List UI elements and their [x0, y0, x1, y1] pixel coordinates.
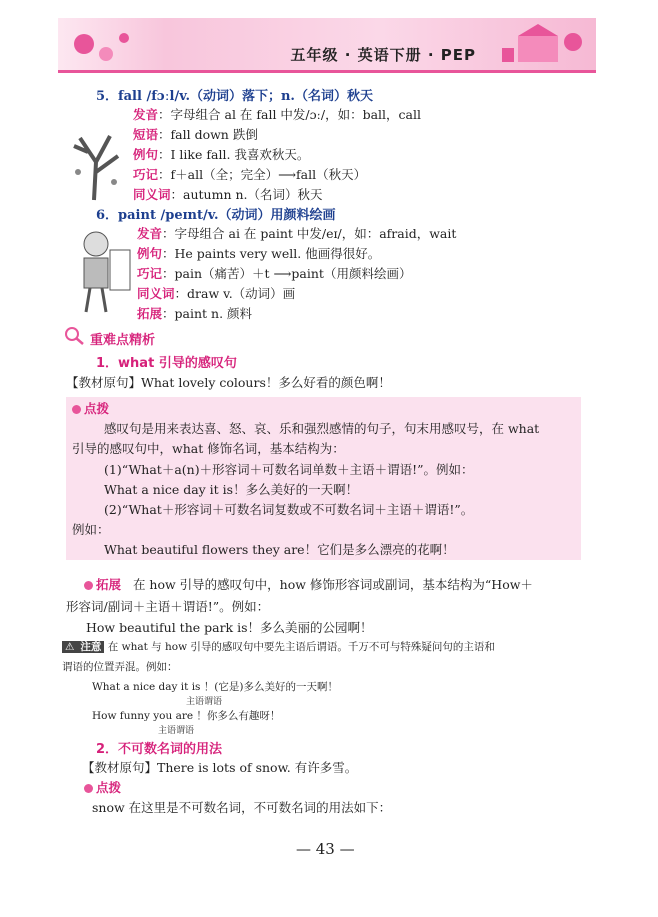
- note-text: 谓语的位置弄混。例如：: [62, 661, 178, 673]
- tip-text: 引导的感叹句中，what 修饰名词，基本结构为：: [72, 441, 345, 456]
- fall-synonym: 同义词：autumn n.（名词）秋天: [133, 187, 323, 202]
- paint-example: 例句：He paints very well. 他画得很好。: [137, 246, 381, 261]
- point2-tip-text: snow 在这里是不可数名词，不可数名词的用法如下：: [92, 800, 392, 815]
- point2-tip-label: 点拨: [84, 778, 121, 796]
- fall-memory: 巧记：f＋all（全；完全）⟶fall（秋天）: [133, 167, 367, 182]
- castle-decoration-icon: [498, 22, 590, 66]
- point1-extension: 拓展 在 how 引导的感叹句中，how 修饰形容词或副词，基本结构为“How＋: [84, 575, 533, 593]
- point1-tip-label: 点拨: [72, 399, 109, 417]
- extension-text: 形容词/副词＋主语＋谓语!”。例如：: [66, 599, 270, 614]
- extension-text: How beautiful the park is！多么美丽的公园啊！: [86, 620, 373, 635]
- section-title: 重难点精析: [90, 333, 156, 348]
- paint-synonym: 同义词：draw v.（动词）画: [137, 286, 296, 301]
- tip-text: What a nice day it is！多么美好的一天啊！: [104, 482, 359, 497]
- point2-source: 【教材原句】There is lots of snow. 有许多雪。: [82, 760, 358, 775]
- point1-note: ⚠ 注意 在 what 与 how 引导的感叹句中要先主语后谓语。千万不可与特殊疑问句的主语和: [62, 639, 495, 654]
- magnifier-icon: [64, 326, 86, 346]
- paint-memory: 巧记：pain（痛苦）＋t ⟶paint（用颜料绘画）: [137, 266, 412, 281]
- page-title: 五年级 · 英语下册 · PEP: [290, 46, 476, 64]
- note-example: How funny you are ！你多么有趣呀！: [92, 710, 281, 722]
- point1-heading: 1．what 引导的感叹句: [96, 356, 237, 371]
- page-number: — 43 —: [296, 840, 355, 858]
- tip-text: What beautiful flowers they are！它们是多么漂亮的花啊！: [104, 542, 455, 557]
- fall-example: 例句：I like fall. 我喜欢秋天。: [133, 147, 310, 162]
- note-example-sub: 主语谓语: [186, 697, 223, 707]
- paint-pronunciation: 发音：字母组合 ai 在 paint 中发/eɪ/，如：afraid，wait: [137, 226, 457, 241]
- warning-icon: ⚠: [62, 641, 77, 653]
- flower-decoration-icon: [66, 24, 136, 66]
- tree-illustration-icon: [66, 112, 126, 202]
- word-paint-heading: 6．paint /peɪnt/v.（动词）用颜料绘画: [96, 208, 336, 223]
- point2-heading: 2．不可数名词的用法: [96, 742, 223, 757]
- tip-text: 感叹句是用来表达喜、怒、哀、乐和强烈感情的句子，句末用感叹号，在 what: [104, 421, 540, 436]
- painter-illustration-icon: [70, 226, 134, 316]
- word-fall-heading: 5．fall /fɔːl/v.（动词）落下；n.（名词）秋天: [96, 89, 373, 104]
- tip-text: 例如：: [72, 522, 110, 537]
- tip-text: (1)“What＋a(n)＋形容词＋可数名词单数＋主语＋谓语!”。例如：: [104, 462, 474, 477]
- note-example-sub: 主语谓语: [158, 726, 195, 736]
- tip-text: (2)“What＋形容词＋可数名词复数或不可数名词＋主语＋谓语!”。: [104, 502, 474, 517]
- header-banner: [58, 18, 596, 73]
- point1-source: 【教材原句】What lovely colours！多么好看的颜色啊！: [66, 375, 391, 390]
- fall-pronunciation: 发音：字母组合 al 在 fall 中发/ɔː/，如：ball，call: [133, 107, 421, 122]
- paint-extension: 拓展：paint n. 颜料: [137, 306, 253, 321]
- note-example: What a nice day it is ！(它是)多么美好的一天啊！: [92, 681, 338, 693]
- fall-phrase: 短语：fall down 跌倒: [133, 127, 258, 142]
